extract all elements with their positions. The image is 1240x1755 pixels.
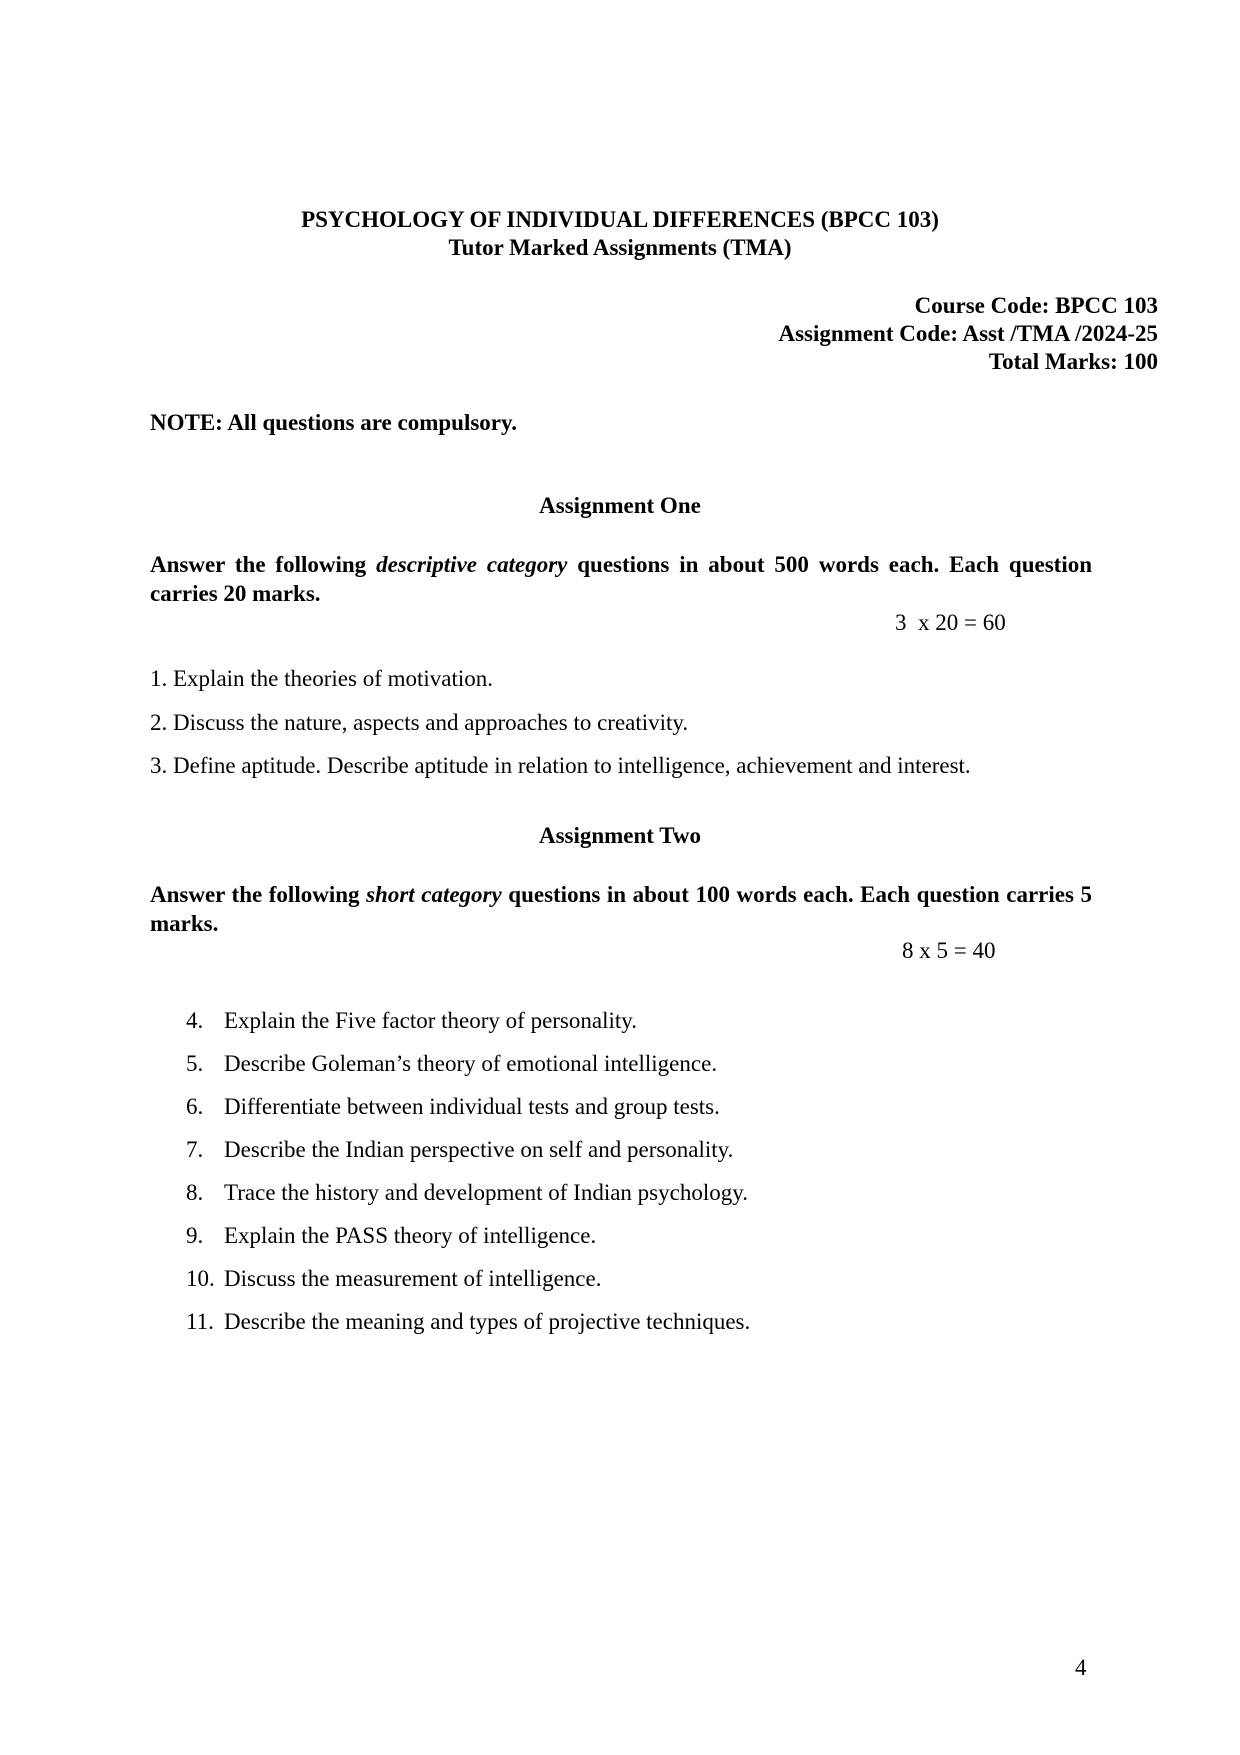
assignment-one-marks: 3 x 20 = 60 [895, 610, 1006, 635]
question-text: Describe the meaning and types of projective techniques. [224, 1309, 751, 1334]
instruction-emphasis: short category [366, 882, 502, 907]
question-number: 9. [186, 1223, 204, 1248]
question-item [186, 1309, 750, 1335]
question-item [186, 1223, 596, 1249]
question-item [186, 1180, 748, 1206]
question-item [186, 1266, 601, 1292]
question-number: 5. [186, 1051, 204, 1076]
question-text: Trace the history and development of Indian psychology. [224, 1180, 748, 1205]
question-text: Differentiate between individual tests and group tests. [224, 1094, 720, 1119]
question-text: Explain the Five factor theory of personality. [224, 1008, 638, 1033]
question-number: 8. [186, 1180, 204, 1205]
question-number: 7. [186, 1137, 204, 1162]
course-code: Course Code: BPCC 103 [914, 293, 1158, 318]
assignment-two-marks: 8 x 5 = 40 [902, 938, 996, 963]
question-item [186, 1094, 720, 1120]
instruction-emphasis: descriptive category [376, 552, 568, 577]
question-item: 2. Discuss the nature, aspects and approaches to creativity. [150, 710, 689, 735]
assignment-one-instruction [150, 550, 1092, 608]
page-number: 4 [1075, 1655, 1087, 1680]
question-item [186, 1137, 733, 1163]
note: NOTE: All questions are compulsory. [150, 410, 517, 435]
instruction-text: Answer the following [150, 882, 367, 907]
question-number: 10. [186, 1266, 215, 1291]
assignment-code: Assignment Code: Asst /TMA /2024-25 [778, 321, 1158, 346]
question-text: Describe Goleman’s theory of emotional intelligence. [224, 1051, 718, 1076]
question-item [186, 1051, 717, 1077]
question-number: 4. [186, 1008, 204, 1033]
question-item [186, 1008, 637, 1034]
instruction-text: Answer the following [150, 552, 377, 577]
assignment-two-instruction [150, 880, 1092, 938]
assignment-two-heading: Assignment Two [538, 823, 702, 848]
instruction-text: questions in about 500 words each. Each question carries 20 marks. [150, 552, 1092, 606]
question-number: 11. [186, 1309, 214, 1334]
instruction-text: questions in about 100 words each. Each question carries 5 marks. [150, 882, 1092, 936]
document-title: PSYCHOLOGY OF INDIVIDUAL DIFFERENCES (BPCC 103) [301, 207, 939, 232]
assignment-one-heading: Assignment One [539, 493, 701, 518]
question-item: 1. Explain the theories of motivation. [150, 666, 494, 691]
question-text: Describe the Indian perspective on self and personality. [224, 1137, 734, 1162]
question-number: 6. [186, 1094, 204, 1119]
question-item: 3. Define aptitude. Describe aptitude in relation to intelligence, achievement and interest. [150, 753, 971, 778]
total-marks: Total Marks: 100 [988, 349, 1158, 374]
question-text: Explain the PASS theory of intelligence. [224, 1223, 597, 1248]
question-text: Discuss the measurement of intelligence. [224, 1266, 602, 1291]
document-subtitle: Tutor Marked Assignments (TMA) [448, 235, 792, 260]
